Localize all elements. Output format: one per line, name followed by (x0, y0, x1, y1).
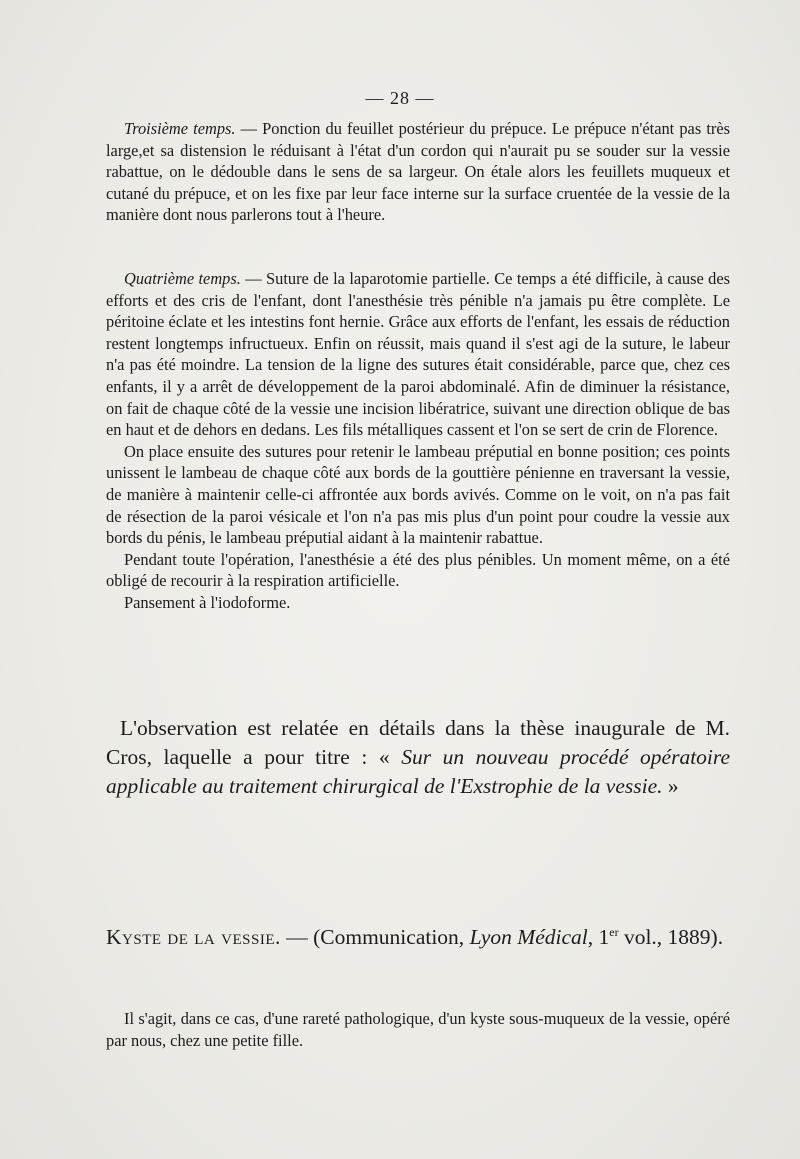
thesis-title: Sur un nouveau procédé opératoire applicable au traitement chirurgical de l'Exstrophie de la vessie. (106, 745, 730, 798)
observation-paragraph (106, 714, 730, 801)
kyste-paragraph (106, 1008, 730, 1051)
vol-post: vol., 1889). (618, 925, 724, 950)
quatrieme-temps-paragraph (106, 268, 730, 441)
troisieme-temps-text: — Ponction du feuillet postérieur du prépuce. Le prépuce n'étant pas très large,et sa distension le réduisant à l'état d'un cordon qui n'aurait pu se souder sur la vessie rabattue, on le dédouble dans le sens de sa largeur. On étale alors les feuillets muqueux et cutané du prépuce, et on les fixe par leur face interne sur la surface cruentée de la vessie de la manière dont nous parlerons tout à l'heure. (106, 119, 730, 225)
quatrieme-temps-label: Quatrième temps. (124, 269, 241, 288)
observation-text: L'observation est relatée en détails dans la thèse inaugurale de M. Cros, laquelle a pour titre : « (106, 716, 730, 769)
observation-closing: » (662, 774, 679, 798)
quatrieme-temps-text: — Suture de la laparotomie partielle. Ce temps a été difficile, à cause des efforts et des cris de l'enfant, dont l'anesthésie très pénible n'a jamais pu être complète. Le péritoine éclate et les intestins font hernie. Grâce aux efforts de l'enfant, les essais de réduction restent longtemps infructueux. Enfin on réussit, mais quand il s'est agi de la suture, le labeur n'a pas été moindre. La tension de la ligne des sutures était considérable, parce que, chez ces enfants, il y a arrêt de développement de la paroi abdominalé. Afin de diminuer la résistance, on fait de chaque côté de la vessie une incision libératrice, suivant une direction oblique de bas en haut et de dehors en dedans. Les fils métalliques cassent et l'on se sert de crin de Florence. (106, 269, 730, 440)
pansement-paragraph: Pansement à l'iodoforme. (124, 592, 291, 612)
sutures-paragraph: On place ensuite des sutures pour retenir le lambeau préputial en bonne position; ces points unissent le lambeau de chaque côté aux bords de la gouttière pénienne en traversant la vessie, de manière à maintenir celle-ci affrontée aux bords avivés. Comme on le voit, on n'a pas fait de résection de la paroi vésicale et l'on n'a pas mis plus d'un point pour coudre la vessie aux bords du pénis, le lambeau préputial aidant à la maintenir rabattue. (106, 441, 730, 548)
quatrieme-temps-block (106, 268, 730, 614)
kyste-heading (106, 918, 730, 952)
journal-name: Lyon Médical (469, 925, 588, 950)
vol-pre: , 1 (587, 925, 610, 950)
kyste-dash: — (Communication, (280, 925, 470, 950)
page-number: — 28 — (365, 88, 435, 108)
kyste-text: Il s'agit, dans ce cas, d'une rareté pathologique, d'un kyste sous-muqueux de la vessie, opéré par nous, chez une petite fille. (106, 1009, 730, 1050)
troisieme-temps-label: Troisième temps. (124, 119, 236, 138)
operation-paragraph: Pendant toute l'opération, l'anesthésie a été des plus pénibles. Un moment même, on a été obligé de recourir à la respiration artificielle. (106, 549, 730, 591)
vol-sup: er (609, 925, 619, 939)
troisieme-temps-paragraph (106, 118, 730, 226)
kyste-title: Kyste de la vessie. (106, 925, 281, 950)
